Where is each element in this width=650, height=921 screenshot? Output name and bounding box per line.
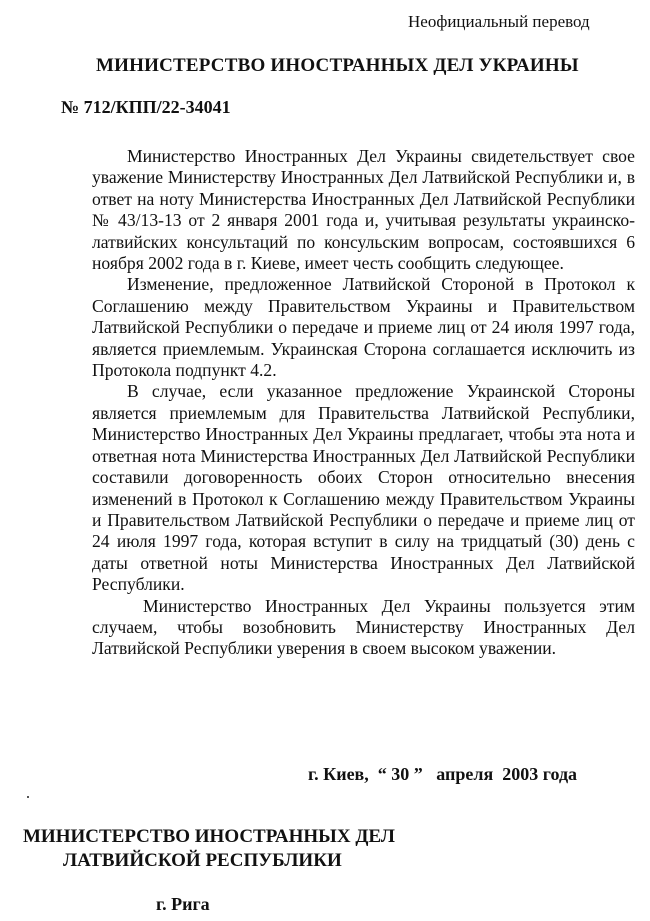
addressee-line-1: МИНИСТЕРСТВО ИНОСТРАННЫХ ДЕЛ — [23, 826, 395, 847]
addressee-block — [23, 825, 395, 873]
addressee-line-2: ЛАТВИЙСКОЙ РЕСПУБЛИКИ — [63, 850, 342, 871]
place-date-text: г. Киев, “ 30 ” апреля 2003 года — [308, 764, 578, 784]
note-body — [92, 146, 635, 660]
body-paragraph-1: Министерство Иностранных Дел Украины свидетельствует свое уважение Министерству Иностранных Дел Латвийской Республики и, в ответ на ноту Министерства Иностранных Дел Латвийской Республики № 43/13-13 от 2 января 2001 года и, учитывая результаты украинско-латвийских консультаций по консульским вопросам, состоявшихся 6 ноября 2002 года в г. Киеве, имеет честь сообщить следующее. — [92, 146, 635, 274]
body-paragraph-4: Министерство Иностранных Дел Украины пользуется этим случаем, чтобы возобновить Министерству Иностранных Дел Латвийской Республики уверения в своем высоком уважении. — [92, 595, 635, 659]
note-reference-number: № 712/КПП/22-34041 — [61, 97, 231, 117]
sender-ministry-heading: МИНИСТЕРСТВО ИНОСТРАННЫХ ДЕЛ УКРАИНЫ — [96, 55, 579, 76]
place-date-line — [308, 764, 577, 785]
body-paragraph-3: В случае, если указанное предложение Украинской Стороны является приемлемым для Правительства Латвийской Республики, Министерство Иностранных Дел Украины предлагает, чтобы эта нота и ответная нота Министерства Иностранных Дел Латвийской Республики составили договоренность обоих Сторон относительно внесения изменений в Протокол к Соглашению между Правительством Украины и Правительством Латвийской Республики о передаче и приеме лиц от 24 июля 1997 года, которая вступит в силу на тридцатый (30) день с даты ответной ноты Министерства Иностранных Дел Латвийской Республики. — [92, 381, 635, 595]
body-paragraph-2: Изменение, предложенное Латвийской Стороной в Протокол к Соглашению между Правительством Украины и Правительством Латвийской Республики о передаче и приеме лиц от 24 июля 1997 года, является приемлемым. Украинская Сторона соглашается исключить из Протокола подпункт 4.2. — [92, 274, 635, 381]
translation-note: Неофициальный перевод — [408, 12, 590, 31]
addressee-city: г. Рига — [156, 894, 210, 914]
scan-speck — [27, 796, 29, 798]
